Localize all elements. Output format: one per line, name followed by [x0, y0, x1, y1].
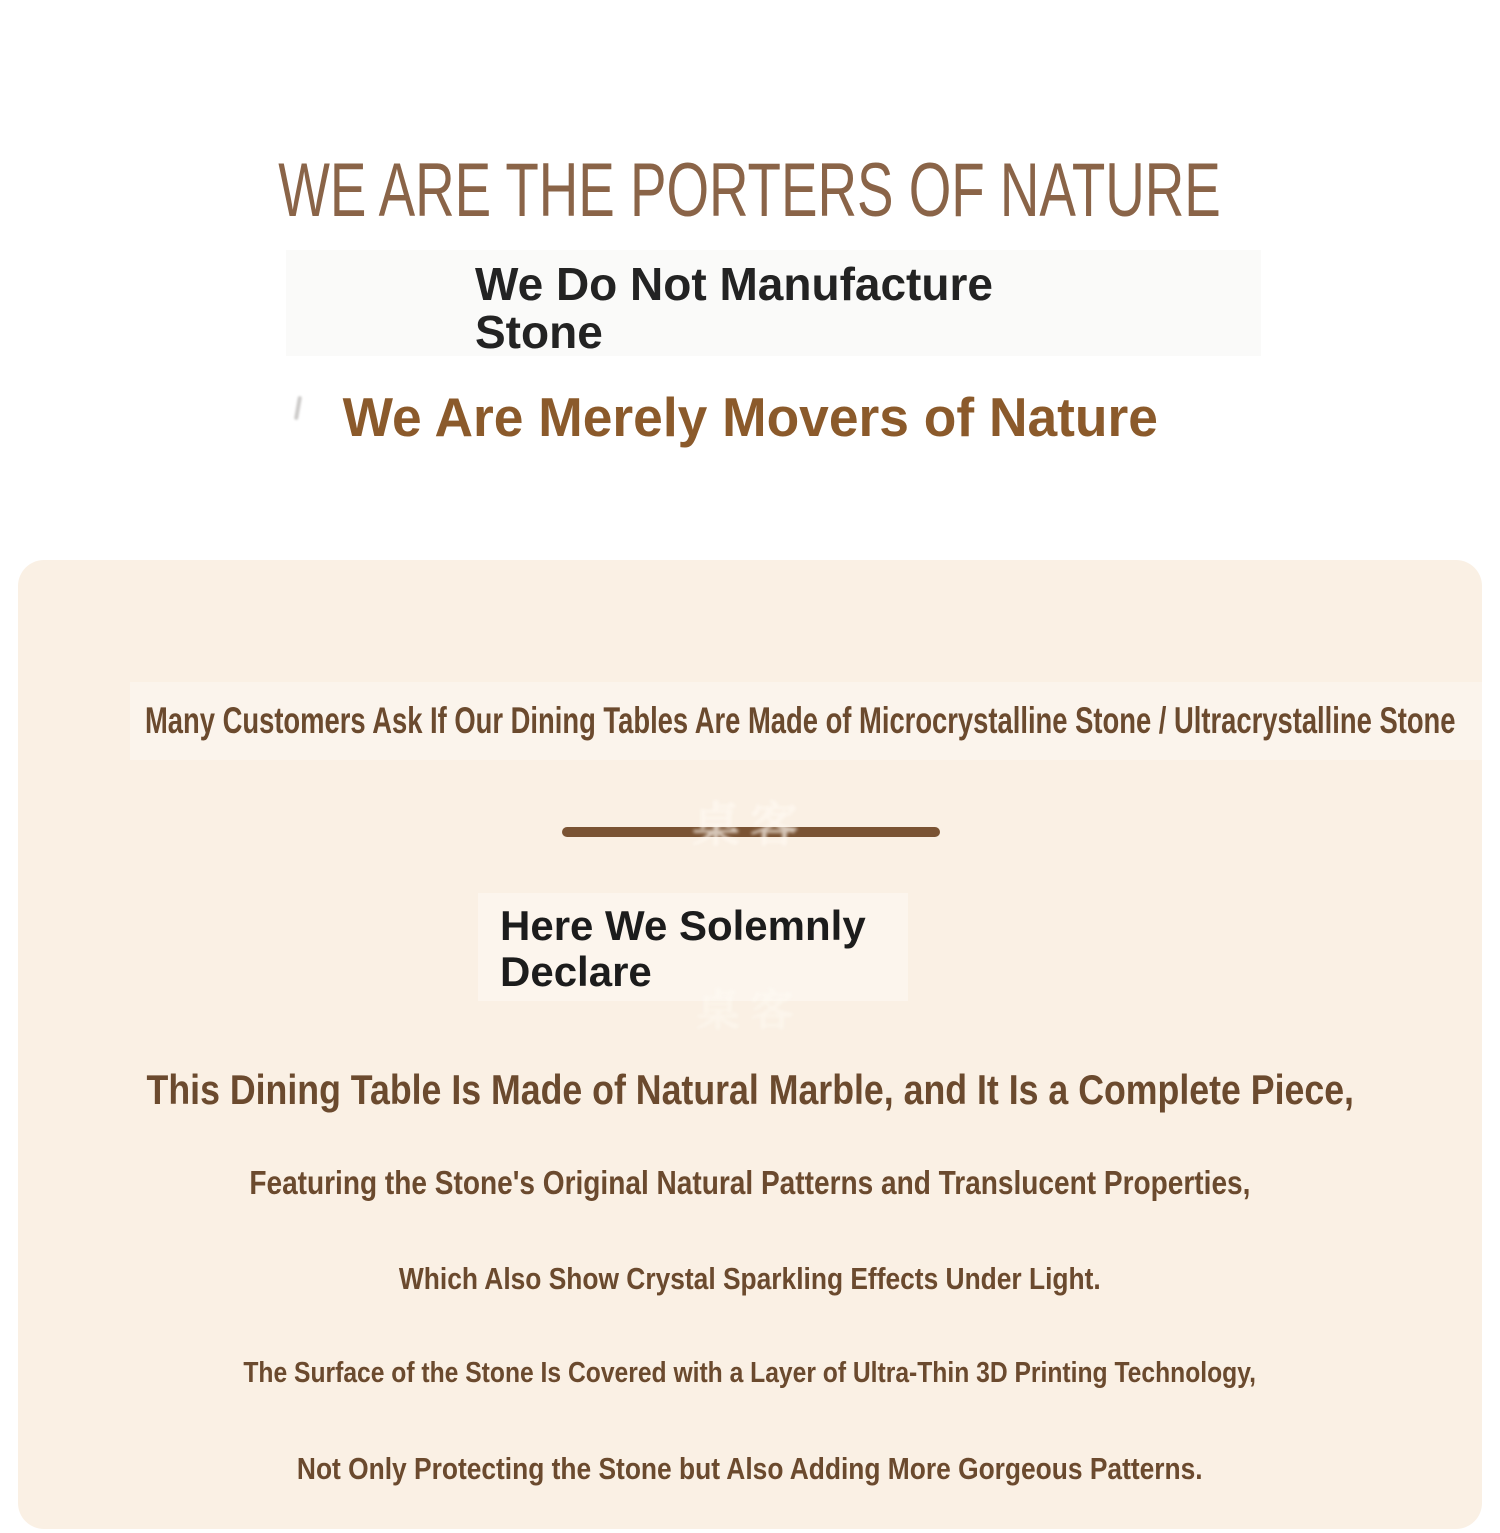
- subtitle-movers-of-nature-text: We Are Merely Movers of Nature: [342, 386, 1158, 448]
- declare-heading: Here We Solemnly Declare: [500, 902, 866, 995]
- statement-text-2: Featuring the Stone's Original Natural Patterns and Translucent Properties,: [249, 1164, 1251, 1201]
- statement-line: [0, 1261, 1500, 1297]
- subtitle-movers-of-nature: [0, 388, 1500, 446]
- page-title-text: WE ARE THE PORTERS OF NATURE: [278, 147, 1222, 233]
- subtitle-we-do-not-manufacture-stone: We Do Not Manufacture Stone: [475, 258, 993, 358]
- statement-text-1: This Dining Table Is Made of Natural Marble, and It Is a Complete Piece,: [146, 1066, 1354, 1113]
- statement-line: [0, 1357, 1500, 1390]
- statement-text-3: Which Also Show Crystal Sparkling Effects Under Light.: [399, 1261, 1101, 1296]
- brand-watermark-divider: 桌客: [691, 797, 808, 853]
- statement-line: [0, 1164, 1500, 1202]
- page-title: [0, 147, 1500, 234]
- brand-watermark-declare: 桌客: [696, 985, 804, 1036]
- customer-question-line: Many Customers Ask If Our Dining Tables Are Made of Microcrystalline Stone / Ultracrystalline Stone: [145, 700, 1456, 741]
- statement-line: [0, 1451, 1500, 1487]
- statement-text-4: The Surface of the Stone Is Covered with a Layer of Ultra-Thin 3D Printing Technology,: [243, 1357, 1257, 1389]
- statement-line: [0, 1066, 1500, 1114]
- statement-text-5: Not Only Protecting the Stone but Also Adding More Gorgeous Patterns.: [297, 1451, 1203, 1486]
- divider-line: [562, 827, 940, 837]
